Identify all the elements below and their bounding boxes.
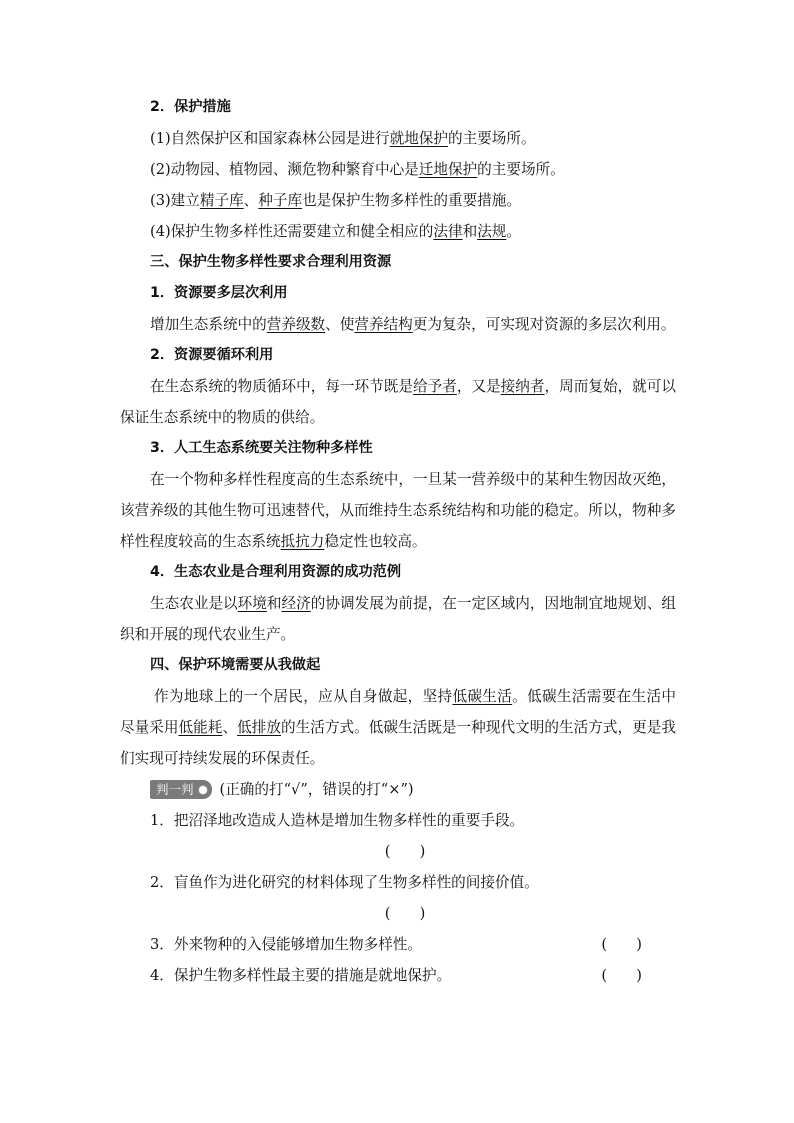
underlined-term: 法规 [477, 223, 507, 240]
underlined-term: 低能耗 [178, 719, 223, 736]
text: 、 [243, 192, 259, 209]
underlined-term: 就地保护 [389, 130, 448, 147]
answer-blank-3[interactable]: ( ) [601, 936, 642, 953]
text: (3)建立 [150, 192, 200, 209]
judge-question-2: 2．盲鱼作为进化研究的材料体现了生物多样性的间接价值。 [150, 874, 539, 891]
judge-question-3-row [120, 929, 676, 960]
measures-item-3 [120, 185, 676, 216]
section3-s4-heading: 4．生态农业是合理利用资源的成功范例 [150, 564, 402, 580]
text: 增加生态系统中的 [150, 316, 267, 333]
section3-s3-paragraph [120, 464, 676, 557]
underlined-term: 营养结构 [354, 316, 413, 333]
text: 、 [222, 719, 238, 736]
document-page [120, 92, 676, 991]
section3-s1-heading: 1．资源要多层次利用 [150, 285, 288, 301]
text: (2)动物园、植物园、濒危物种繁育中心是 [150, 161, 419, 178]
underlined-term: 种子库 [258, 192, 303, 209]
underlined-term: 迁地保护 [418, 161, 478, 178]
text: 也是保护生物多样性的重要措施。 [302, 192, 521, 209]
measures-item-4 [120, 216, 676, 247]
judge-instruction: (正确的打“√”，错误的打“×”) [219, 781, 414, 798]
underlined-term: 低碳生活 [452, 688, 513, 705]
judge-badge [150, 780, 212, 799]
answer-blank-4[interactable]: ( ) [601, 967, 642, 984]
section3-s4-paragraph [120, 588, 676, 650]
underlined-term: 精子库 [199, 192, 244, 209]
text: 更为复杂，可实现对资源的多层次利用。 [412, 316, 676, 333]
underlined-term: 低排放 [237, 719, 281, 736]
text: ，周而复始，就可以保证生态系统中的物质的供给。 [120, 378, 676, 426]
text: 和 [266, 595, 282, 612]
dot-icon [198, 785, 208, 795]
text: (1)自然保护区和国家森林公园是进行 [150, 130, 390, 147]
text: 生态农业是以 [150, 595, 238, 612]
underlined-term: 法律 [433, 223, 463, 240]
text: ，又是 [456, 378, 501, 395]
judge-question-4: 4．保护生物多样性最主要的措施是就地保护。 [150, 967, 452, 984]
underlined-term: 经济 [281, 595, 311, 612]
text: 作为地球上的一个居民，应从自身做起，坚持 [154, 688, 453, 705]
text: 的协调发展为前提，在一定区域内，因地制宜地规划、组织和开展的现代农业生产。 [120, 595, 676, 643]
judge-badge-label: 判一判 [156, 782, 194, 797]
judge-question-1: 1．把沼泽地改造成人造林是增加生物多样性的重要手段。 [150, 812, 525, 829]
text: 的主要场所。 [477, 161, 565, 178]
judge-header [120, 774, 676, 805]
text: 。 [506, 223, 521, 240]
underlined-term: 接纳者 [500, 378, 545, 395]
section3-s3-heading: 3．人工生态系统要关注物种多样性 [150, 440, 373, 456]
underlined-term: 给予者 [412, 378, 457, 395]
text: 。低碳生活需要在生活中尽量采用 [120, 688, 676, 736]
measures-heading: 2．保护措施 [150, 99, 231, 115]
underlined-term: 抵抗力 [280, 533, 325, 550]
section3-s2-heading: 2．资源要循环利用 [150, 347, 274, 363]
section3-s1-paragraph [120, 309, 676, 340]
text: 、使 [325, 316, 355, 333]
text: 的生活方式。低碳生活既是一种现代文明的生活方式，更是我们实现可持续发展的环保责任。 [120, 719, 676, 767]
section3-heading: 三、保护生物多样性要求合理利用资源 [150, 254, 392, 270]
answer-blank-2[interactable]: ( ) [384, 905, 426, 922]
measures-item-2 [120, 154, 676, 185]
section4-heading: 四、保护环境需要从我做起 [150, 657, 321, 673]
text: 在生态系统的物质循环中，每一环节既是 [150, 378, 413, 395]
text: 稳定性也较高。 [324, 533, 427, 550]
measures-item-1 [120, 123, 676, 154]
underlined-term: 营养级数 [266, 316, 326, 333]
section4-paragraph [120, 681, 676, 774]
text: 和 [462, 223, 478, 240]
answer-blank-1[interactable]: ( ) [384, 843, 426, 860]
section3-s2-paragraph [120, 371, 676, 433]
text: 在一个物种多样性程度高的生态系统中，一旦某一营养级中的某种生物因故灭绝，该营养级的其他生物可迅速替代，从而维持生态系统结构和功能的稳定。所以，物种多样性程度较高的生态系统 [120, 471, 676, 550]
judge-question-4-row [120, 960, 676, 991]
underlined-term: 环境 [237, 595, 267, 612]
text: 的主要场所。 [447, 130, 536, 147]
text: (4)保护生物多样性还需要建立和健全相应的 [150, 223, 434, 240]
judge-question-3: 3．外来物种的入侵能够增加生物多样性。 [150, 936, 422, 953]
